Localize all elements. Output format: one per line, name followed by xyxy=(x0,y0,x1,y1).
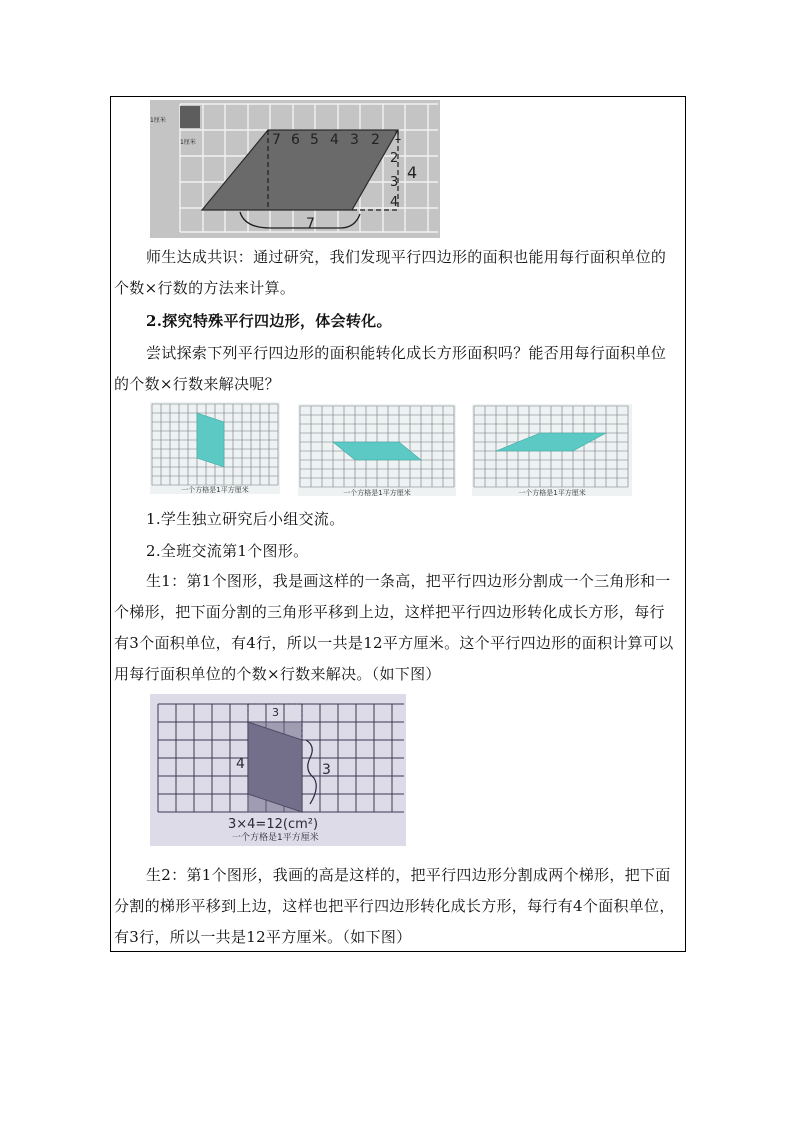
paragraph-step-1: 1.学生独立研究后小组交流。 xyxy=(146,510,345,528)
grid-figure-1 xyxy=(150,402,280,494)
grid2-caption: 一个方格是1平方厘米 xyxy=(343,489,411,497)
paragraph-step-2: 2.全班交流第1个图形。 xyxy=(146,542,309,560)
photo2-equation: 3×4=12(cm²) xyxy=(228,817,319,832)
photo-student-drawing xyxy=(150,694,406,846)
photo1-svg xyxy=(150,100,440,238)
grid1-caption: 一个方格是1平方厘米 xyxy=(181,486,249,494)
photo2-caption: 一个方格是1平方厘米 xyxy=(232,833,319,843)
paragraph-consensus: 师生达成共识：通过研究，我们发现平行四边形的面积也能用每行面积单位的个数×行数的方法来计算。 xyxy=(114,248,667,297)
photo1-digit: 5 xyxy=(310,132,319,148)
photo1-right-digit: 4 xyxy=(390,195,399,210)
grid-figure-2 xyxy=(298,404,456,496)
photo1-right-digit: 3 xyxy=(390,175,399,190)
photo1-digit: 6 xyxy=(291,132,300,148)
photo1-right-digit: 2 xyxy=(390,151,399,166)
grid2-svg xyxy=(298,404,456,496)
paragraph-student-2: 生2：第1个图形，我画的高是这样的，把平行四边形分割成两个梯形，把下面分割的梯形平移到上边，这样也把平行四边形转化成长方形，每行有4个面积单位，有3行，所以一共是12平方厘米。（如下图） xyxy=(114,866,675,946)
photo2-svg xyxy=(150,694,406,846)
photo-parallelogram-count xyxy=(150,100,440,238)
grid1-svg xyxy=(150,402,280,494)
section-heading: 2.探究特殊平行四边形，体会转化。 xyxy=(146,312,392,330)
photo2-right-label: 3 xyxy=(322,762,331,778)
photo1-digit: 1 xyxy=(394,129,402,143)
photo1-digit: 4 xyxy=(330,132,339,148)
grid3-svg xyxy=(472,404,632,496)
grid3-caption: 一个方格是1平方厘米 xyxy=(518,489,586,497)
photo1-digit: 3 xyxy=(350,132,359,148)
photo1-digit: 2 xyxy=(371,132,380,148)
paragraph-question: 尝试探索下列平行四边形的面积能转化成长方形面积吗？能否用每行面积单位的个数×行数来解决呢？ xyxy=(114,344,667,393)
paragraph-student-1: 生1：第1个图形，我是画这样的一条高，把平行四边形分割成一个三角形和一个梯形，把下面分割的三角形平移到上边，这样把平行四边形转化成长方形，每行有3个面积单位，有4行，所以一共是12平方厘米。这个平行四边形的面积计算可以用每行面积单位的个数×行数来解决。（如下图） xyxy=(114,572,674,683)
photo2-top-label: 3 xyxy=(272,706,279,719)
photo1-right-label: 4 xyxy=(407,163,418,182)
photo1-unit-h: 1厘米 xyxy=(150,117,166,124)
grid-figure-3 xyxy=(472,404,632,496)
photo1-bottom-label: 7 xyxy=(306,216,315,232)
photo2-left-label: 4 xyxy=(236,756,245,772)
photo1-unit-v: 1厘米 xyxy=(180,139,196,146)
photo1-digit: 7 xyxy=(272,132,281,148)
